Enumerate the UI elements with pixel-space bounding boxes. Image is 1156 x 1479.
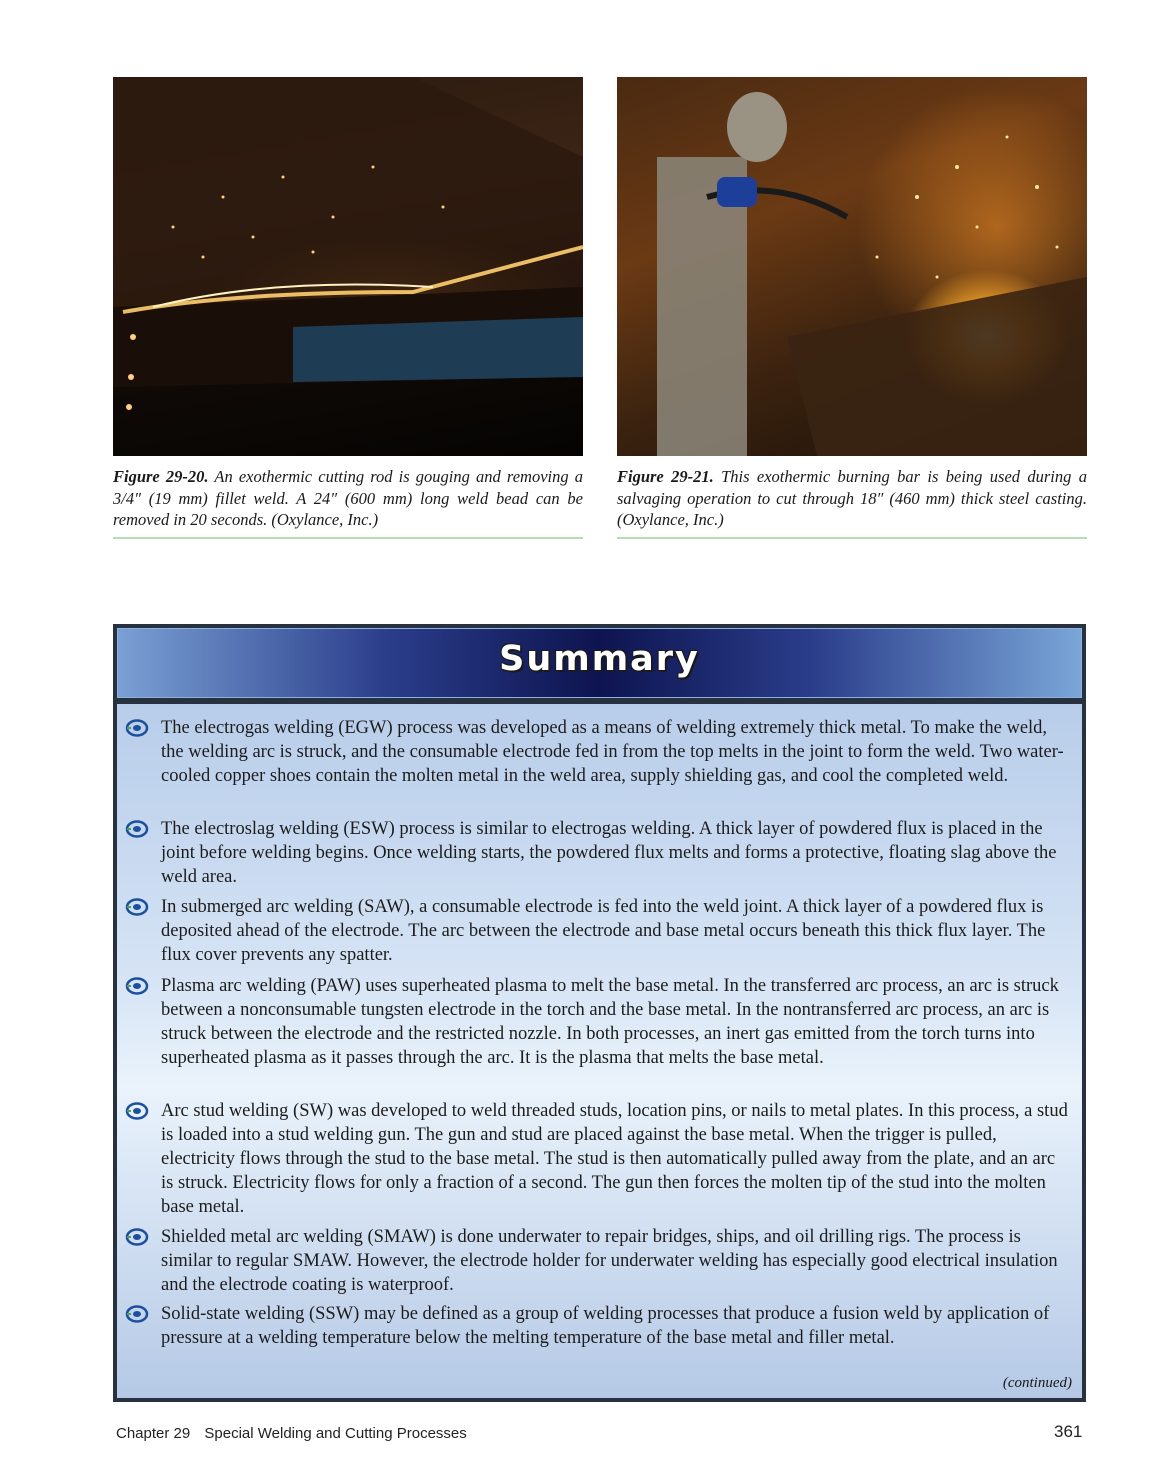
bullet-target-icon: [125, 820, 149, 838]
burning-bar-photo-illustration: [617, 77, 1087, 456]
bullet-target-icon: [125, 1228, 149, 1246]
summary-item-text: The electrogas welding (EGW) process was developed as a means of welding extremely thick metal. To make the weld, the welding arc is struck, and the consumable electrode fed in from the top melts in the joint to form the weld. Two water-cooled copper shoes contain the molten metal in the weld area, supply shielding gas, and cool the completed weld.: [161, 718, 1064, 786]
figure-29-20-photo: [113, 77, 583, 456]
summary-item-saw: [117, 895, 1082, 967]
summary-item-text: Plasma arc welding (PAW) uses superheated plasma to melt the base metal. In the transferred arc process, an arc is struck between a nonconsumable tungsten electrode in the torch and the base metal. In the nontransferred arc process, an arc is struck between the electrode and the restricted nozzle. In both processes, an inert gas emitted from the torch turns into superheated plasma as it passes through the arc. It is the plasma that melts the base metal.: [161, 976, 1059, 1068]
bullet-target-icon: [125, 898, 149, 916]
figure-29-21-caption: [617, 466, 1087, 539]
running-footer: [116, 1425, 477, 1442]
bullet-target-icon: [125, 1102, 149, 1120]
figure-29-21-text: This exothermic burning bar is being used during a salvaging operation to cut through 18″ (460 mm) thick steel casting. (Oxylance, Inc.): [617, 467, 1087, 529]
figure-29-20-text: An exothermic cutting rod is gouging and removing a 3/4″ (19 mm) fillet weld. A 24″ (600 mm) long weld bead can be removed in 20 seconds. (Oxylance, Inc.): [113, 467, 583, 529]
summary-item-text: Arc stud welding (SW) was developed to weld threaded studs, location pins, or nails to metal plates. In this process, a stud is loaded into a stud welding gun. The gun and stud are placed against the base metal. When the trigger is pulled, electricity flows through the stud to the base metal. The stud is then automatically pulled away from the plate, and an arc is struck. Electricity flows for only a fraction of a second. The gun then forces the molten tip of the stud into the molten base metal.: [161, 1101, 1068, 1217]
page-number: 361: [1054, 1422, 1083, 1441]
summary-item-esw: [117, 817, 1082, 889]
figure-29-20-label: Figure 29-20.: [113, 467, 209, 486]
figure-29-20-caption: [113, 466, 583, 539]
bullet-target-icon: [125, 719, 149, 737]
figure-29-21-photo: [617, 77, 1087, 456]
summary-header: [117, 628, 1082, 698]
figure-29-21-label: Figure 29-21.: [617, 467, 714, 486]
summary-item-smaw: [117, 1225, 1082, 1297]
summary-item-paw: [117, 974, 1082, 1070]
summary-item-ssw: [117, 1302, 1082, 1350]
summary-item-text: Shielded metal arc welding (SMAW) is done underwater to repair bridges, ships, and oil drilling rigs. The process is similar to regular SMAW. However, the electrode holder for underwater welding has especially good electrical insulation and the electrode coating is waterproof.: [161, 1227, 1058, 1295]
summary-body: [117, 704, 1082, 1398]
bullet-target-icon: [125, 1305, 149, 1323]
continued-note: (continued): [1002, 1375, 1072, 1391]
chapter-title: Special Welding and Cutting Processes: [204, 1425, 467, 1442]
summary-item-text: Solid-state welding (SSW) may be defined as a group of welding processes that produce a fusion weld by application of pressure at a welding temperature below the melting temperature of the base metal and filler metal.: [161, 1304, 1050, 1348]
summary-item-egw: [117, 716, 1082, 788]
cutting-rod-photo-illustration: [113, 77, 583, 456]
summary-item-sw: [117, 1099, 1082, 1219]
summary-box: [113, 624, 1086, 1402]
summary-item-text: The electroslag welding (ESW) process is similar to electrogas welding. A thick layer of powdered flux is placed in the joint before welding begins. Once welding starts, the powdered flux melts and forms a protective, floating slag above the weld area.: [161, 819, 1057, 887]
summary-item-text: In submerged arc welding (SAW), a consumable electrode is fed into the weld joint. A thick layer of a powdered flux is deposited ahead of the electrode. The arc between the electrode and base metal occurs beneath this thick flux layer. The flux cover prevents any spatter.: [161, 897, 1046, 965]
chapter-number: Chapter 29: [116, 1425, 191, 1442]
bullet-target-icon: [125, 977, 149, 995]
summary-title: Summary: [499, 639, 700, 679]
